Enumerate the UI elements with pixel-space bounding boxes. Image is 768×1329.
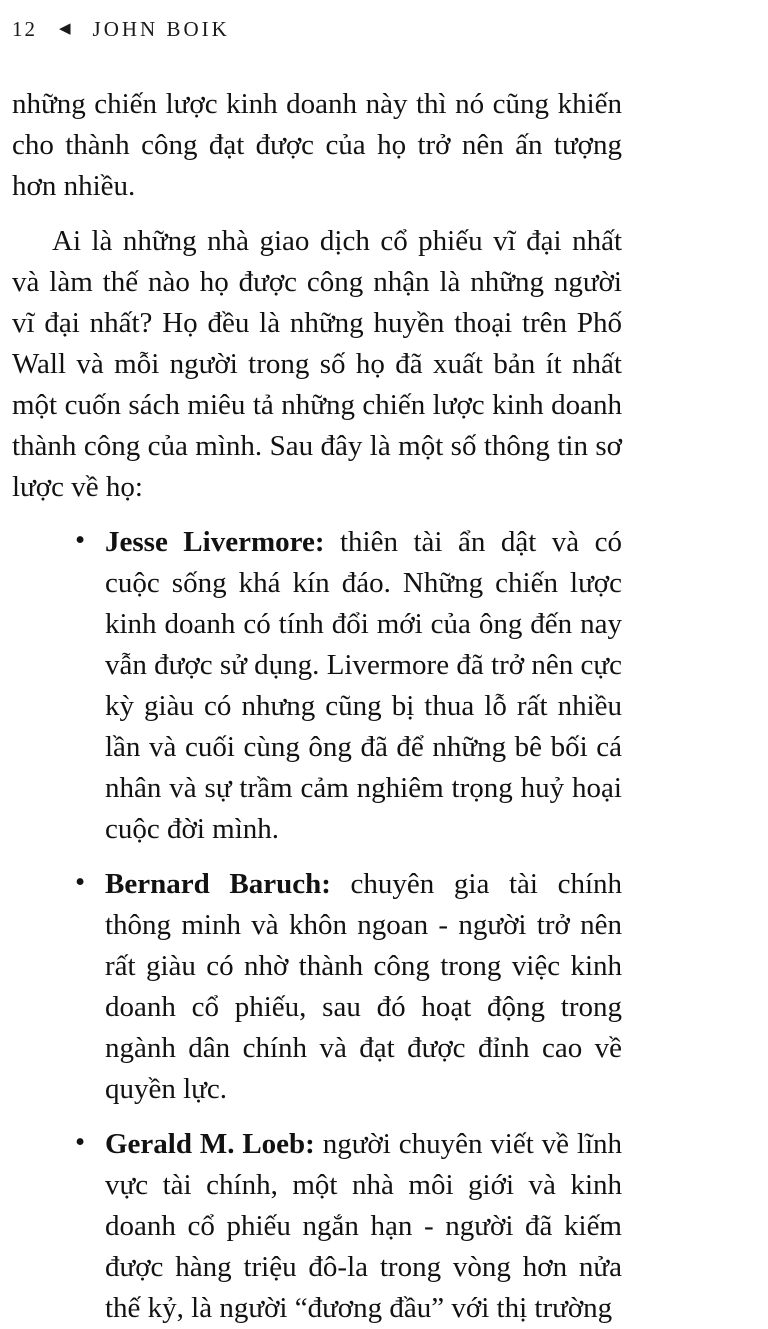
bullet-icon: •	[75, 524, 86, 556]
paragraph-continuation: những chiến lược kinh doanh này thì nó cũng khiến cho thành công đạt được của họ trở nên ấn tượng hơn nhiều.	[12, 88, 622, 202]
trader-name: Bernard Baruch:	[105, 868, 331, 900]
trader-name: Jesse Livermore:	[105, 526, 325, 558]
trader-description: chuyên gia tài chính thông minh và khôn ngoan - người trở nên rất giàu có nhờ thành công trong việc kinh doanh cổ phiếu, sau đó hoạt động trong ngành dân chính và đạt được đỉnh cao về quyền lực.	[105, 868, 622, 1105]
page-header	[12, 16, 768, 42]
list-item-jesse-livermore	[75, 522, 623, 850]
trader-name: Gerald M. Loeb:	[105, 1128, 315, 1160]
bullet-icon: •	[75, 866, 86, 898]
bullet-icon: •	[75, 1126, 86, 1158]
list-item-gerald-m-loeb	[75, 1124, 623, 1329]
page-body	[12, 84, 622, 1329]
trader-description: người chuyên viết về lĩnh vực tài chính, một nhà môi giới và kinh doanh cổ phiếu ngắn hạn - người đã kiếm được hàng triệu đô-la trong vòng hơn nửa thế kỷ, là người “đương đầu” với thị trường	[105, 1128, 623, 1324]
paragraph-intro-traders: Ai là những nhà giao dịch cổ phiếu vĩ đại nhất và làm thế nào họ được công nhận là những người vĩ đại nhất? Họ đều là những huyền thoại trên Phố Wall và mỗi người trong số họ đã xuất bản ít nhất một cuốn sách miêu tả những chiến lược kinh doanh thành công của mình. Sau đây là một số thông tin sơ lược về họ:	[12, 225, 622, 503]
trader-description: thiên tài ẩn dật và có cuộc sống khá kín đáo. Những chiến lược kinh doanh có tính đổi mới của ông đến nay vẫn được sử dụng. Livermore đã trở nên cực kỳ giàu có nhưng cũng bị thua lỗ rất nhiều lần và cuối cùng ông đã để những bê bối cá nhân và sự trầm cảm nghiêm trọng huỷ hoại cuộc đời mình.	[105, 526, 623, 845]
running-header-author: JOHN BOIK	[92, 16, 230, 41]
left-triangle-icon: ◀	[59, 20, 71, 37]
list-item-bernard-baruch	[75, 864, 622, 1110]
trader-list	[75, 522, 623, 1329]
page-number: 12	[12, 16, 37, 41]
